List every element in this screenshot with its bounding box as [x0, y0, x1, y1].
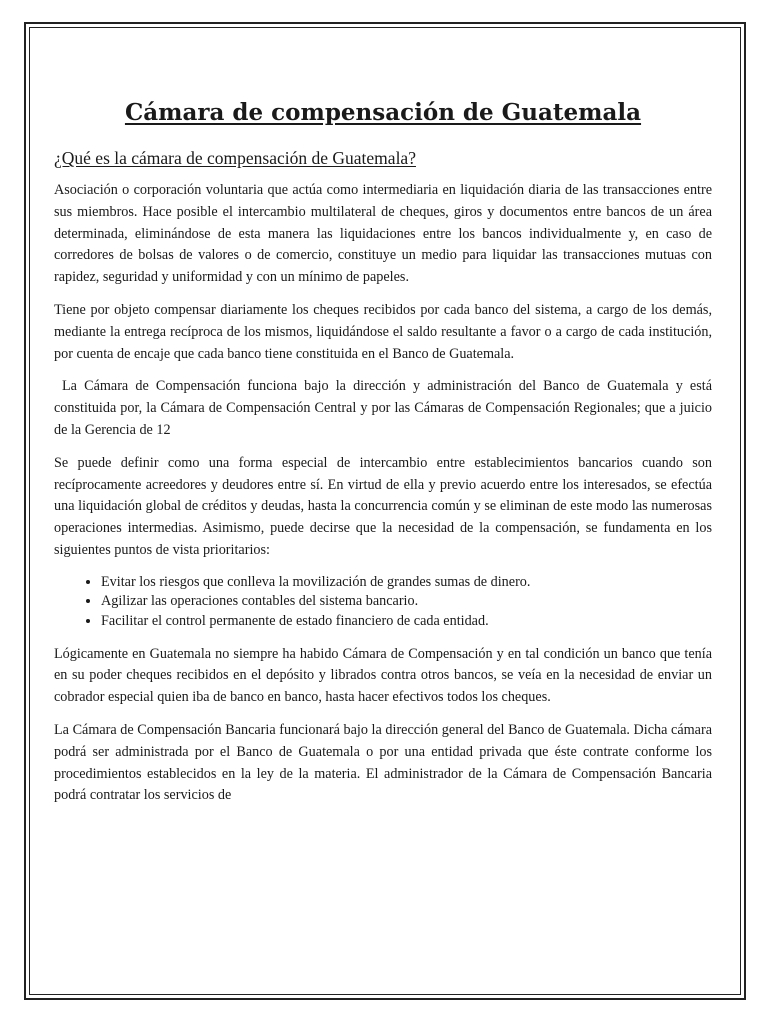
paragraph-administration: La Cámara de Compensación funciona bajo la dirección y administración del Banco de Guatemala y está constituida por, la Cámara de Compensación Central y por las Cámaras de Compensación Regionales; que a juicio de la Gerencia de 12 — [54, 378, 712, 438]
paragraph-banking-clearing: La Cámara de Compensación Bancaria funcionará bajo la dirección general del Banco de Guatemala. Dicha cámara podrá ser administrada por el Banco de Guatemala o por una entidad privada que éste contrate conforme los procedimientos establecidos en la ley de la materia. El administrador de la Cámara de Compensación Bancaria podrá contratar los servicios de — [54, 721, 712, 804]
paragraph-history: Lógicamente en Guatemala no siempre ha habido Cámara de Compensación y en tal condición un banco que tenía en su poder cheques recibidos en el depósito y librados contra otros bancos, se veía en la necesidad de enviar un cobrador especial quien iba de banco en banco, hasta hacer efectivos todos los cheques. — [54, 645, 712, 706]
bullet-list — [54, 573, 712, 632]
list-item: • Facilitar el control permanente de estado financiero de cada entidad. — [101, 612, 712, 632]
section-heading: ¿Qué es la cámara de compensación de Guatemala? — [54, 148, 416, 168]
document-body — [54, 96, 712, 818]
list-item: • Evitar los riesgos que conlleva la movilización de grandes sumas de dinero. — [101, 573, 712, 593]
paragraph-purpose: Tiene por objeto compensar diariamente los cheques recibidos por cada banco del sistema, a cargo de los demás, mediante la entrega recíproca de los mismos, liquidándose el saldo resultante a favor o a cargo de cada institución, por cuenta de encaje que cada banco tiene constituida en el Banco de Guatemala. — [54, 301, 712, 362]
paragraph-definition: Asociación o corporación voluntaria que actúa como intermediaria en liquidación diaria de las transacciones entre sus miembros. Hace posible el intercambio multilateral de cheques, giros y documentos entre bancos de un área determinada, eliminándose de esta manera las liquidaciones entre los bancos individualmente y, en caso de corredores de bolsas de valores o de comercio, constituye un medio para liquidar las transacciones mutuas con rapidez, seguridad y uniformidad y con un mínimo de papeles. — [54, 182, 712, 286]
document-title: Cámara de compensación de Guatemala — [124, 99, 642, 126]
paragraph-special-exchange: Se puede definir como una forma especial de intercambio entre establecimientos bancarios cuando son recíprocamente acreedores y deudores entre sí. En virtud de ella y previo acuerdo entre los interesados, se efectúa una liquidación global de créditos y deudas, hasta la concurrencia común y se eliminan de este modo las numerosas operaciones intermedias. Asimismo, puede decirse que la necesidad de la compensación, se fundamenta en los siguientes puntos de vista prioritarios: — [54, 454, 712, 558]
list-item: • Agilizar las operaciones contables del sistema bancario. — [101, 592, 712, 612]
